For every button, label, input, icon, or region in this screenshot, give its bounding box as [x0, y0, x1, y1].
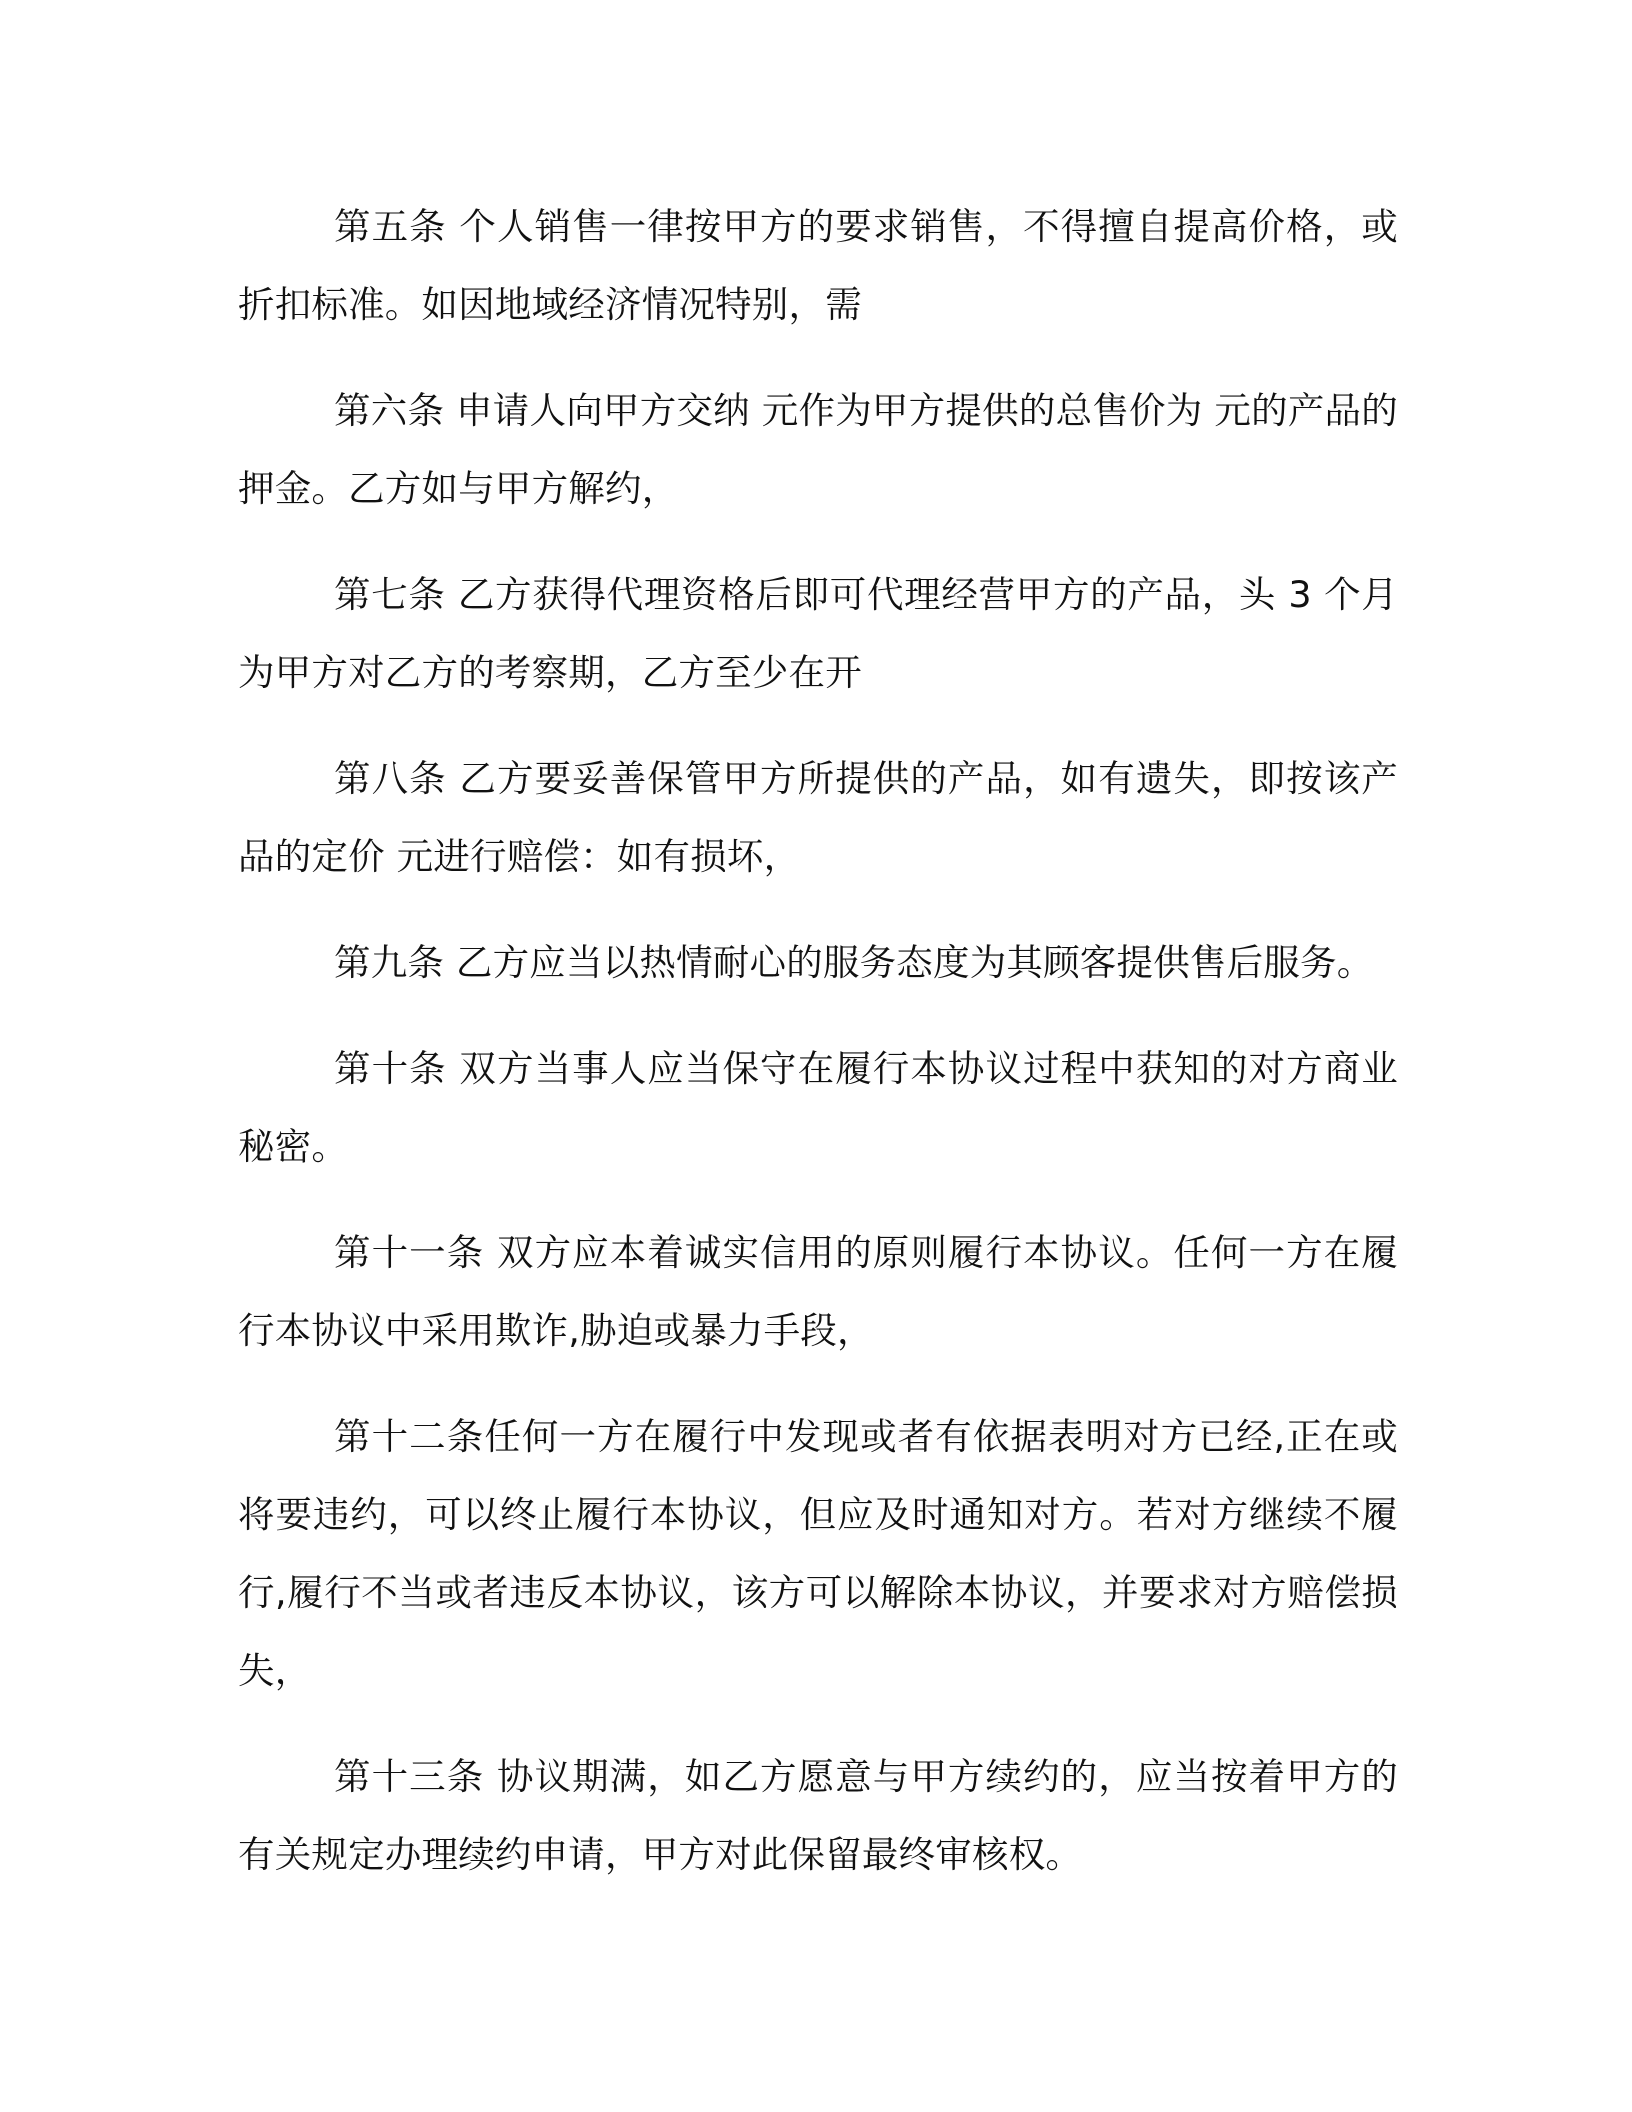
article-11: 第十一条 双方应本着诚实信用的原则履行本协议。任何一方在履行本协议中采用欺诈,胁迫或暴力手段， [238, 1231, 1398, 1352]
article-13: 第十三条 协议期满，如乙方愿意与甲方续约的，应当按着甲方的有关规定办理续约申请，甲方对此保留最终审核权。 [238, 1755, 1398, 1876]
article-7: 第七条 乙方获得代理资格后即可代理经营甲方的产品，头 3 个月为甲方对乙方的考察期，乙方至少在开 [238, 573, 1398, 694]
article-9: 第九条 乙方应当以热情耐心的服务态度为其顾客提供售后服务。 [334, 941, 1374, 984]
article-6: 第六条 申请人向甲方交纳 元作为甲方提供的总售价为 元的产品的押金。乙方如与甲方解约， [238, 389, 1398, 510]
article-10: 第十条 双方当事人应当保守在履行本协议过程中获知的对方商业秘密。 [238, 1047, 1398, 1168]
article-8: 第八条 乙方要妥善保管甲方所提供的产品，如有遗失，即按该产品的定价 元进行赔偿：如有损坏， [238, 757, 1398, 878]
article-12: 第十二条任何一方在履行中发现或者有依据表明对方已经,正在或将要违约，可以终止履行本协议，但应及时通知对方。若对方继续不履行,履行不当或者违反本协议，该方可以解除本协议，并要求对方赔偿损失， [238, 1415, 1398, 1692]
document-page [238, 188, 1398, 1922]
article-5: 第五条 个人销售一律按甲方的要求销售，不得擅自提高价格，或折扣标准。如因地域经济情况特别，需 [238, 205, 1398, 326]
